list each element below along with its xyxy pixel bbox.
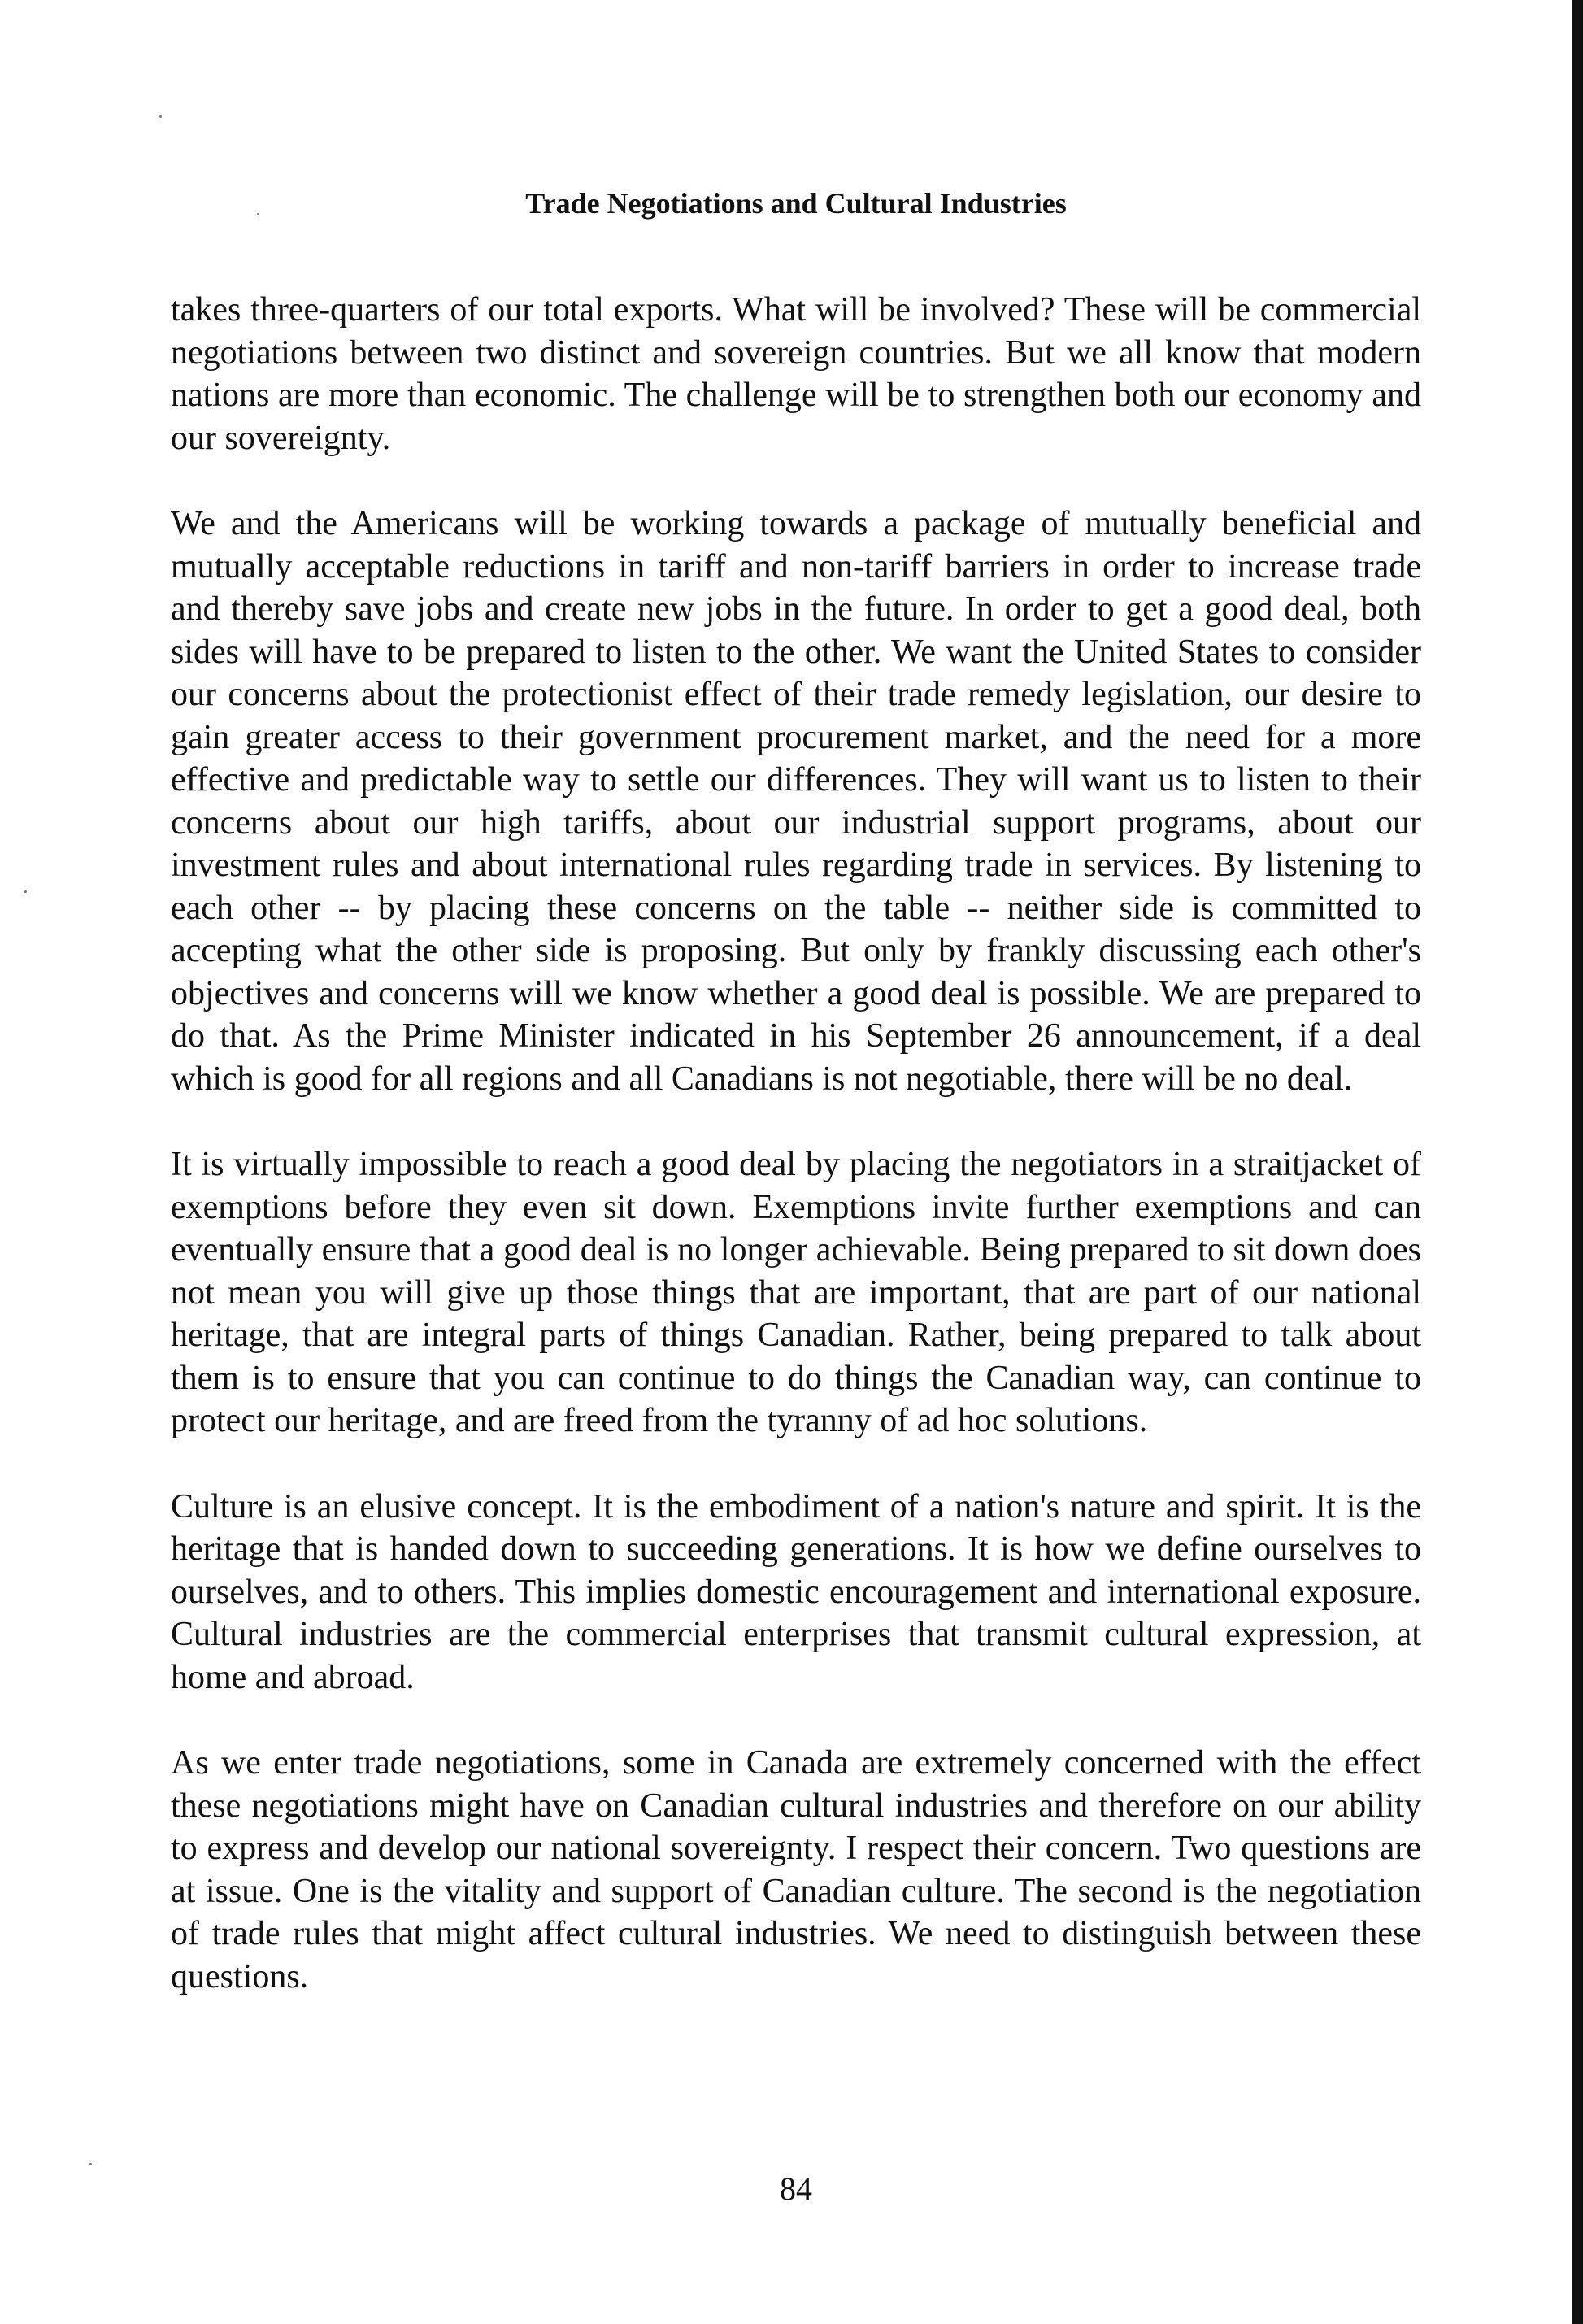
- scan-speck: [89, 2163, 92, 2165]
- paragraph: As we enter trade negotiations, some in Canada are extremely concerned with the effect these negotiations might have on Canadian cultural industries and therefore on our ability to express and develop our national sovereignty. I respect their concern. Two questions are at issue. One is the vitality and support of Canadian culture. The second is the negotiation of trade rules that might affect cultural industries. We need to distinguish between these questions.: [171, 1744, 1421, 1995]
- running-header: Trade Negotiations and Cultural Industries: [525, 187, 1067, 220]
- paragraph: takes three-quarters of our total exports. What will be involved? These will be commercial negotiations between two distinct and sovereign countries. But we all know that modern nations are more than economic. The challenge will be to strengthen both our economy and our sovereignty.: [171, 291, 1421, 457]
- scan-speck: [159, 115, 162, 118]
- paragraph: We and the Americans will be working towards a package of mutually beneficial and mutually acceptable reductions in tariff and non-tariff barriers in order to increase trade and thereby save jobs and create new jobs in the future. In order to get a good deal, both sides will have to be prepared to listen to the other. We want the United States to consider our concerns about the protectionist effect of their trade remedy legislation, our desire to gain greater access to their government procurement market, and the need for a more effective and predictable way to settle our differences. They will want us to listen to their concerns about our high tariffs, about our industrial support programs, about our investment rules and about international rules regarding trade in services. By listening to each other -- by placing these concerns on the table -- neither side is committed to accepting what the other side is proposing. But only by frankly discussing each other's objectives and concerns will we know whether a good deal is possible. We are prepared to do that. As the Prime Minister indicated in his September 26 announcement, if a deal which is good for all regions and all Canadians is not negotiable, there will be no deal.: [171, 505, 1421, 1098]
- body-text: [171, 289, 1421, 2041]
- paragraph: Culture is an elusive concept. It is the embodiment of a nation's nature and spirit. It is the heritage that is handed down to succeeding generations. It is how we define ourselves to ourselves, and to others. This implies domestic encouragement and international exposure. Cultural industries are the commercial enterprises that transmit cultural expression, at home and abroad.: [171, 1487, 1421, 1696]
- scan-speck: [24, 890, 27, 893]
- page-number: 84: [780, 2170, 812, 2207]
- page-edge-shadow: [1572, 0, 1583, 2324]
- paragraph: It is virtually impossible to reach a good deal by placing the negotiators in a straitjacket of exemptions before they even sit down. Exemptions invite further exemptions and can eventually ensure that a good deal is no longer achievable. Being prepared to sit down does not mean you will give up those things that are important, that are part of our national heritage, that are integral parts of things Canadian. Rather, being prepared to talk about them is to ensure that you can continue to do things the Canadian way, can continue to protect our heritage, and are freed from the tyranny of ad hoc solutions.: [171, 1146, 1421, 1439]
